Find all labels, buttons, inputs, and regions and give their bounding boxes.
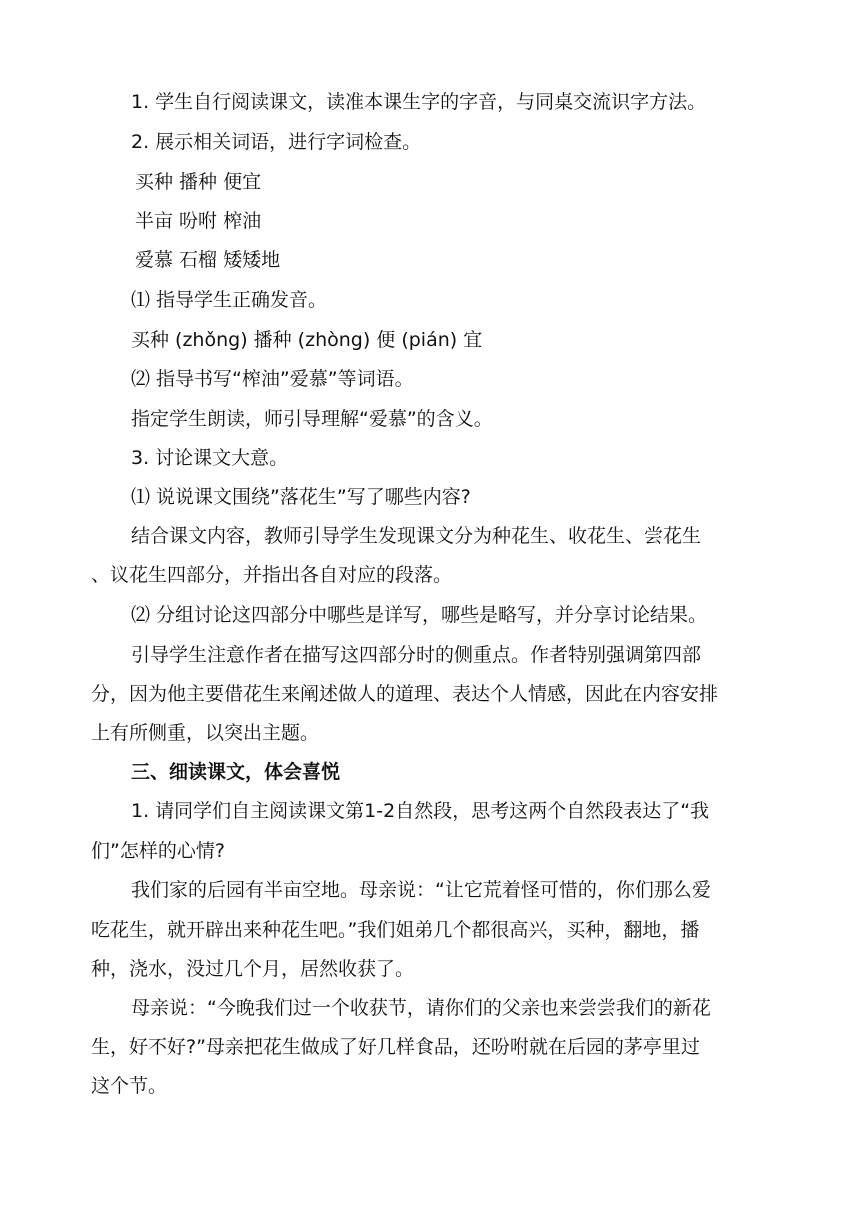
text-line-25: 生，好不好?”母亲把花生做成了好几样食品，还吩咐就在后园的茅亭里过	[91, 1036, 700, 1058]
text-line-19: 1. 请同学们自主阅读课文第1-2自然段，思考这两个自然段表达了“我	[131, 800, 710, 822]
text-line-12: 结合课文内容，教师引导学生发现课文分为种花生、收花生、尝花生	[131, 525, 702, 547]
text-line-24: 母亲说：“今晚我们过一个收获节，请你们的父亲也来尝尝我们的新花	[131, 997, 711, 1019]
text-line-6: ⑴ 指导学生正确发音。	[131, 289, 328, 311]
text-line-20: 们”怎样的心情?	[91, 840, 225, 862]
text-line-21: 我们家的后园有半亩空地。母亲说：“让它荒着怪可惜的，你们那么爱	[131, 879, 711, 901]
text-line-9: 指定学生朗读，师引导理解“爱慕”的含义。	[131, 408, 493, 430]
section-heading: 三、细读课文，体会喜悦	[131, 761, 341, 783]
text-line-17: 上有所侧重，以突出主题。	[91, 722, 320, 744]
text-line-8: ⑵ 指导书写“榨油”爱慕”等词语。	[131, 368, 414, 390]
text-line-16: 分，因为他主要借花生来阐述做人的道理、表达个人情感，因此在内容安排	[91, 683, 719, 705]
text-line-22: 吃花生，就开辟出来种花生吧。”我们姐弟几个都很高兴，买种，翻地，播	[91, 919, 700, 941]
text-line-10: 3. 讨论课文大意。	[131, 447, 289, 469]
text-line-15: 引导学生注意作者在描写这四部分时的侧重点。作者特别强调第四部	[131, 644, 702, 666]
text-line-7: 买种 (zhǒng) 播种 (zhòng) 便 (pián) 宜	[131, 329, 483, 351]
text-line-1: 1. 学生自行阅读课文，读准本课生字的字音，与同桌交流识字方法。	[131, 91, 707, 113]
text-line-3: 买种 播种 便宜	[135, 171, 262, 193]
text-line-5: 爱慕 石榴 矮矮地	[135, 249, 281, 271]
text-line-23: 种，浇水，没过几个月，居然收获了。	[91, 958, 415, 980]
text-line-4: 半亩 吩咐 榨油	[135, 210, 262, 232]
text-line-2: 2. 展示相关词语，进行字词检查。	[131, 131, 422, 153]
text-line-13: 、议花生四部分，并指出各自对应的段落。	[91, 564, 453, 586]
text-line-26: 这个节。	[91, 1075, 168, 1097]
text-line-14: ⑵ 分组讨论这四部分中哪些是详写，哪些是略写，并分享讨论结果。	[131, 604, 708, 626]
text-line-11: ⑴ 说说课文围绕”落花生”写了哪些内容?	[131, 486, 471, 508]
